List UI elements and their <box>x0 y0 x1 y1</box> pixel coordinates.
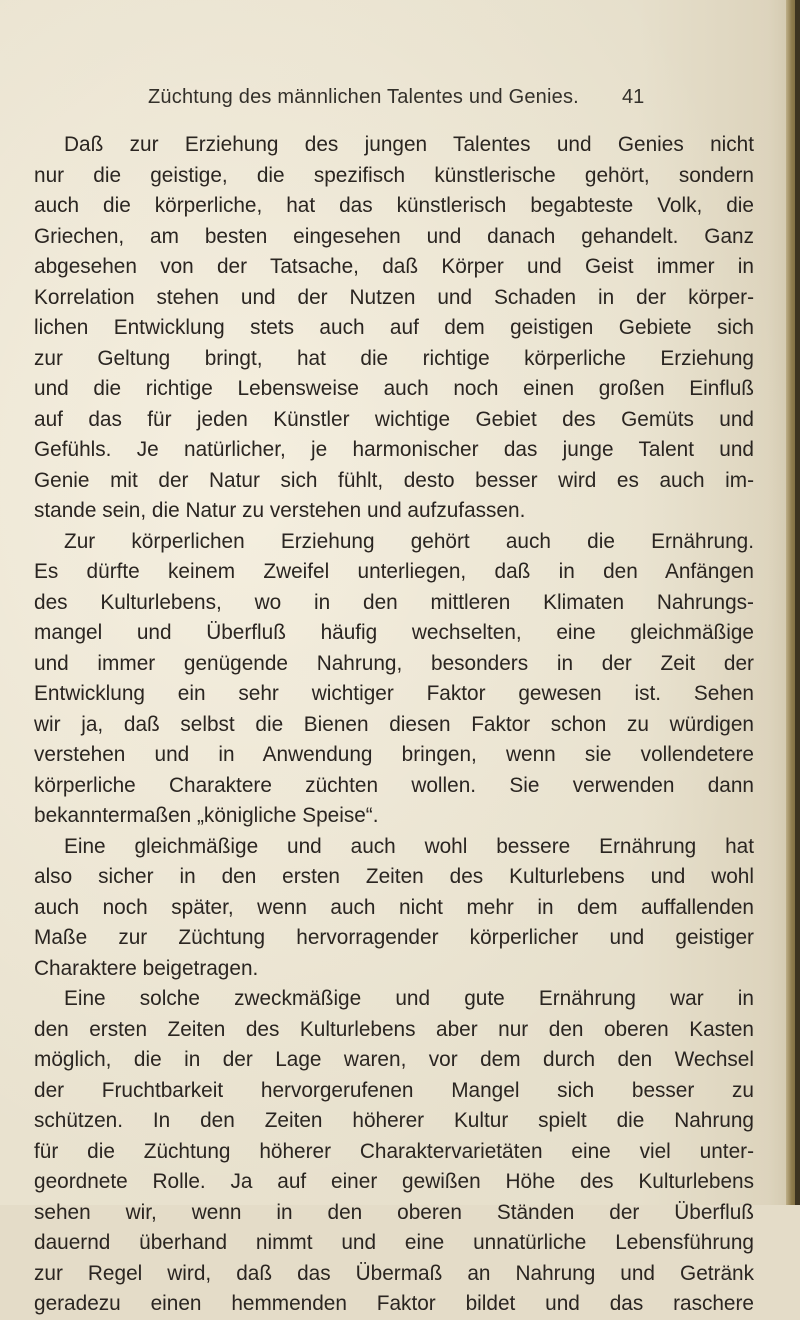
text-line: wir ja, daß selbst die Bienen diesen Faktor schon zu würdigen <box>34 712 754 736</box>
body-text <box>34 130 754 1320</box>
text-line: Charaktere beigetragen. <box>34 956 259 980</box>
page-number: 41 <box>622 86 645 108</box>
text-line: Genie mit der Natur sich fühlt, desto besser wird es auch im- <box>34 468 754 492</box>
text-line: abgesehen von der Tatsache, daß Körper und Geist immer in <box>34 255 754 278</box>
text-line: Daß zur Erziehung des jungen Talentes und Genies nicht <box>64 133 754 156</box>
text-line: stande sein, die Natur zu verstehen und aufzufassen. <box>34 499 526 522</box>
text-line: des Kulturlebens, wo in den mittleren Klimaten Nahrungs- <box>34 590 754 614</box>
text-line: schützen. In den Zeiten höherer Kultur spielt die Nahrung <box>34 1109 754 1132</box>
text-line: Zur körperlichen Erziehung gehört auch die Ernährung. <box>64 529 754 553</box>
text-line: den ersten Zeiten des Kulturlebens aber nur den oberen Kasten <box>34 1017 754 1041</box>
text-line: Eine solche zweckmäßige und gute Ernährung war in <box>64 987 754 1010</box>
text-line: mangel und Überfluß häufig wechselten, eine gleichmäßige <box>34 621 754 644</box>
text-line: geradezu einen hemmenden Faktor bildet und das raschere <box>34 1292 754 1315</box>
text-line: Maße zur Züchtung hervorragender körperlicher und geistiger <box>34 926 754 949</box>
text-line: nur die geistige, die spezifisch künstlerische gehört, sondern <box>34 163 754 187</box>
text-line: dauernd überhand nimmt und eine unnatürliche Lebensführung <box>34 1231 754 1254</box>
running-title: Züchtung des männlichen Talentes und Genies. <box>148 86 579 108</box>
text-line: geordnete Rolle. Ja auf einer gewißen Höhe des Kulturlebens <box>34 1170 754 1193</box>
text-line: zur Regel wird, daß das Übermaß an Nahrung und Getränk <box>34 1261 754 1285</box>
text-line: zur Geltung bringt, hat die richtige körperliche Erziehung <box>34 346 754 370</box>
text-line: Korrelation stehen und der Nutzen und Schaden in der körper- <box>34 285 754 309</box>
text-line: körperliche Charaktere züchten wollen. Sie verwenden dann <box>34 773 754 797</box>
text-line: verstehen und in Anwendung bringen, wenn sie vollendetere <box>34 743 754 766</box>
text-line: Gefühls. Je natürlicher, je harmonischer das junge Talent und <box>34 438 754 461</box>
text-line: für die Züchtung höherer Charaktervarietäten eine viel unter- <box>34 1139 754 1163</box>
text-line: also sicher in den ersten Zeiten des Kulturlebens und wohl <box>34 865 754 888</box>
text-line: Entwicklung ein sehr wichtiger Faktor gewesen ist. Sehen <box>34 682 754 705</box>
text-line: der Fruchtbarkeit hervorgerufenen Mangel sich besser zu <box>34 1078 754 1102</box>
text-line: sehen wir, wenn in den oberen Ständen der Überfluß <box>34 1200 754 1224</box>
text-line: möglich, die in der Lage waren, vor dem durch den Wechsel <box>34 1048 754 1071</box>
text-line: und immer genügende Nahrung, besonders in der Zeit der <box>34 651 754 675</box>
text-line: bekanntermaßen „königliche Speise“. <box>34 804 379 827</box>
text-line: Eine gleichmäßige und auch wohl bessere Ernährung hat <box>64 834 754 858</box>
text-line: lichen Entwicklung stets auch auf dem geistigen Gebiete sich <box>34 316 754 339</box>
text-line: auch die körperliche, hat das künstlerisch begabteste Volk, die <box>34 194 754 217</box>
text-line: auch noch später, wenn auch nicht mehr in dem auffallenden <box>34 895 754 919</box>
text-line: Es dürfte keinem Zweifel unterliegen, daß in den Anfängen <box>34 560 754 583</box>
text-line: Griechen, am besten eingesehen und danach gehandelt. Ganz <box>34 224 754 248</box>
page-edge-shadow <box>795 0 800 1205</box>
text-line: auf das für jeden Künstler wichtige Gebiet des Gemüts und <box>34 407 754 431</box>
text-line: und die richtige Lebensweise auch noch einen großen Einfluß <box>34 377 754 400</box>
